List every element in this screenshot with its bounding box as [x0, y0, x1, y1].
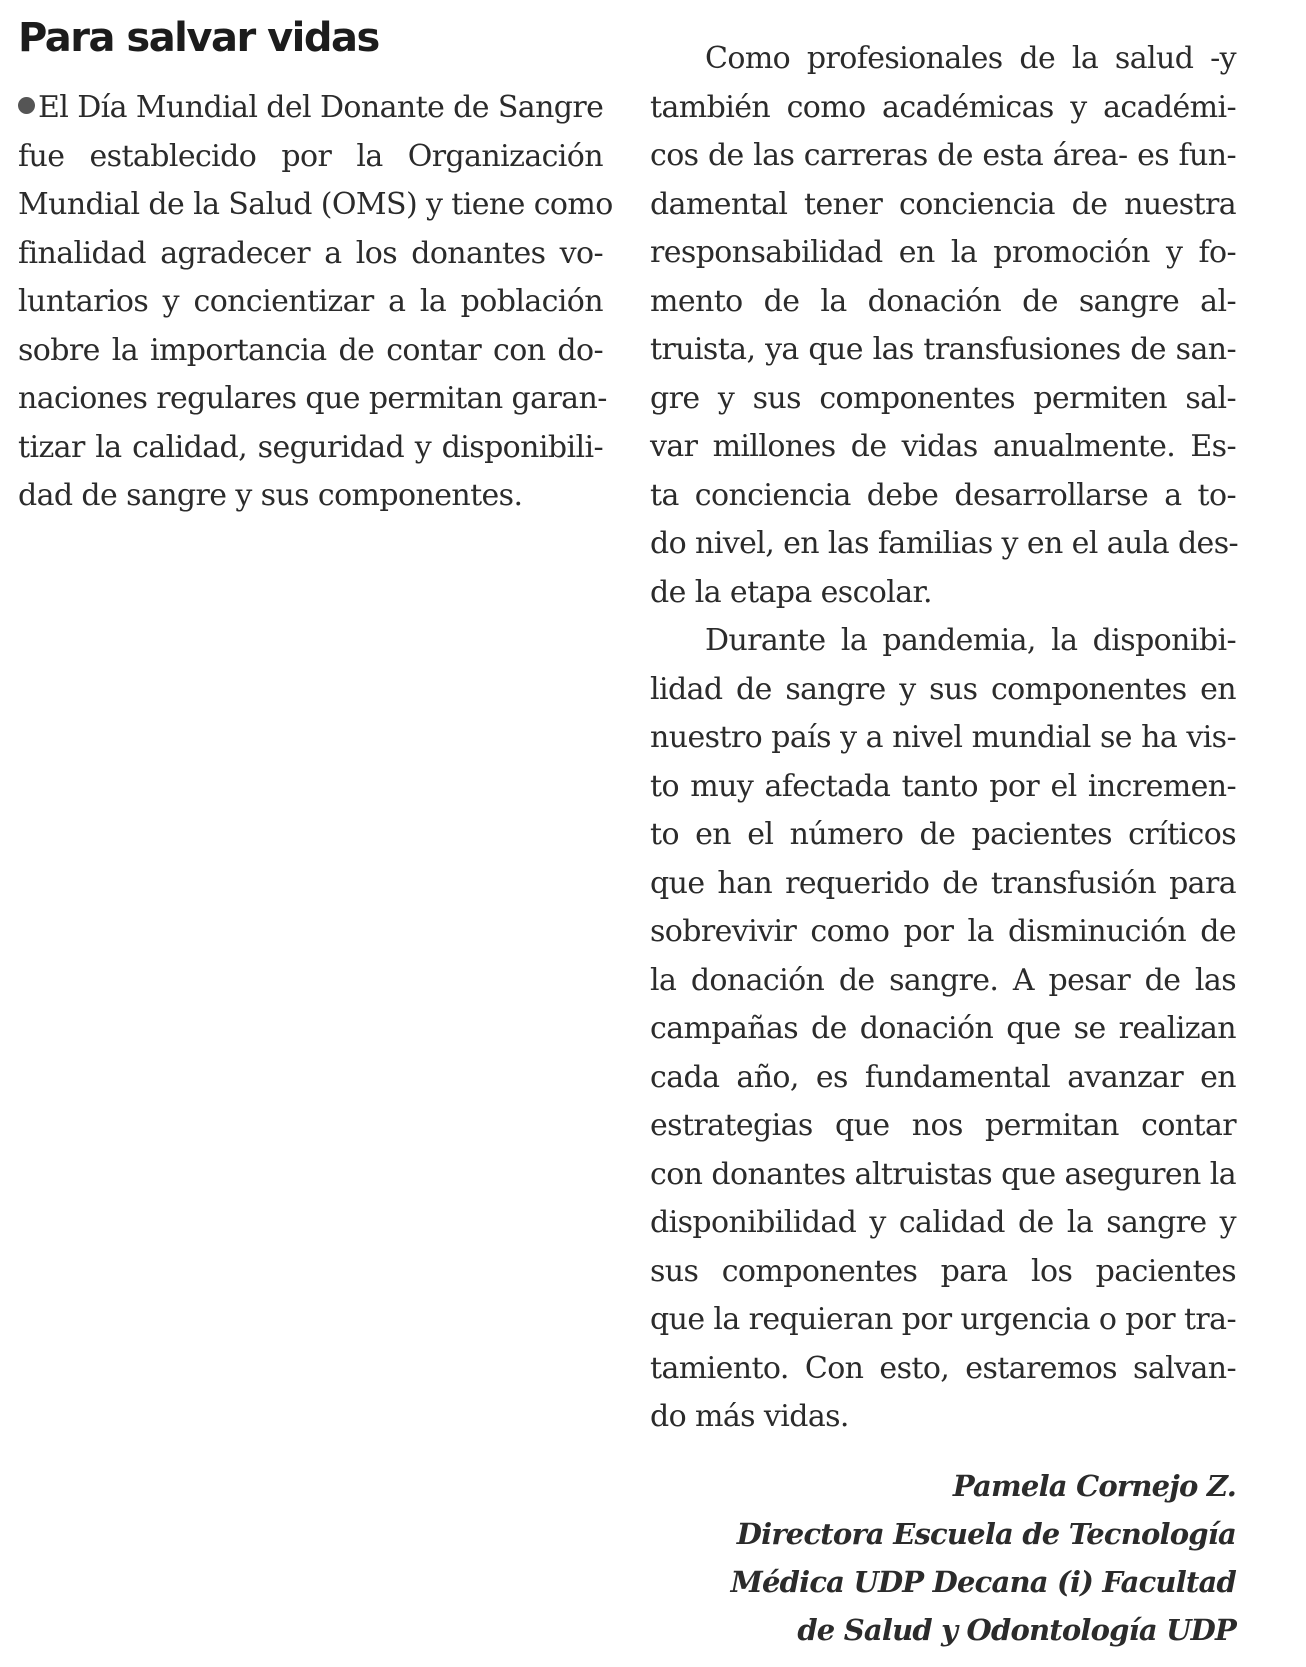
text-line: con donantes altruistas que aseguren la: [650, 1156, 1236, 1192]
text-line: sobre la importancia de contar con do-: [18, 332, 603, 368]
text-line: responsabilidad en la promoción y fo-: [650, 235, 1236, 270]
text-line: Como profesionales de la salud -y: [705, 41, 1236, 76]
text-line: to muy afectada tanto por el incremen-: [650, 768, 1236, 804]
bullet-icon: [18, 97, 35, 114]
text-line: gre y sus componentes permiten sal-: [650, 380, 1236, 416]
text-line: mento de la donación de sangre al-: [650, 283, 1236, 319]
text-line: que han requerido de transfusión para: [650, 865, 1236, 901]
text-line: disponibilidad y calidad de la sangre y: [650, 1205, 1236, 1240]
text-line: tizar la calidad, seguridad y disponibili-: [18, 429, 603, 465]
text-line: finalidad agradecer a los donantes vo-: [18, 235, 603, 271]
text-line: cada año, es fundamental avanzar en: [650, 1059, 1236, 1095]
text-line: dad de sangre y sus componentes.: [18, 478, 523, 513]
text-line: nuestro país y a nivel mundial se ha vis-: [650, 720, 1236, 755]
text-line: var millones de vidas anualmente. Es-: [650, 429, 1236, 464]
left-column-paragraph: [18, 84, 613, 521]
text-line: que la requieran por urgencia o por tra-: [650, 1302, 1236, 1337]
text-line: Mundial de la Salud (OMS) y tiene como: [18, 187, 613, 222]
text-line: do más vidas.: [650, 1399, 849, 1434]
text-line: campañas de donación que se realizan: [650, 1011, 1236, 1046]
text-line: fue establecido por la Organización: [18, 138, 603, 174]
text-line: to en el número de pacientes críticos: [650, 817, 1236, 852]
text-line: lidad de sangre y sus componentes en: [650, 671, 1236, 707]
text-line: también como académicas y académi-: [650, 89, 1236, 125]
right-column-text: [650, 35, 1239, 1442]
text-line: de la etapa escolar.: [650, 574, 932, 610]
author-title-line: Médica UDP Decana (i) Facultad: [730, 1565, 1236, 1599]
paragraph-2: [650, 617, 1236, 1442]
text-line: sobrevivir como por la disminución de: [650, 914, 1236, 949]
text-line: la donación de sangre. A pesar de las: [650, 962, 1236, 998]
text-line: tamiento. Con esto, estaremos salvan-: [650, 1350, 1236, 1386]
author-name: Pamela Cornejo Z.: [952, 1469, 1236, 1503]
author-title-line: de Salud y Odontología UDP: [797, 1613, 1236, 1647]
author-signature: [731, 1462, 1236, 1654]
text-line: Durante la pandemia, la disponibi-: [705, 623, 1236, 658]
text-line: damental tener conciencia de nuestra: [650, 186, 1236, 222]
text-line: do nivel, en las familias y en el aula des-: [650, 526, 1239, 561]
paragraph-1: [650, 35, 1239, 617]
text-line: El Día Mundial del Donante de Sangre: [18, 84, 603, 133]
text-line: truista, ya que las transfusiones de san-: [650, 332, 1236, 367]
text-line: naciones regulares que permitan garan-: [18, 381, 607, 416]
text-line: luntarios y concientizar a la población: [18, 284, 603, 319]
text-line: sus componentes para los pacientes: [650, 1253, 1236, 1289]
headline: Para salvar vidas: [18, 15, 379, 61]
author-title-line: Directora Escuela de Tecnología: [736, 1517, 1236, 1551]
text-line: cos de las carreras de esta área- es fun-: [650, 138, 1236, 173]
text-line: estrategias que nos permitan contar: [650, 1108, 1236, 1143]
text-line: ta conciencia debe desarrollarse a to-: [650, 477, 1236, 513]
